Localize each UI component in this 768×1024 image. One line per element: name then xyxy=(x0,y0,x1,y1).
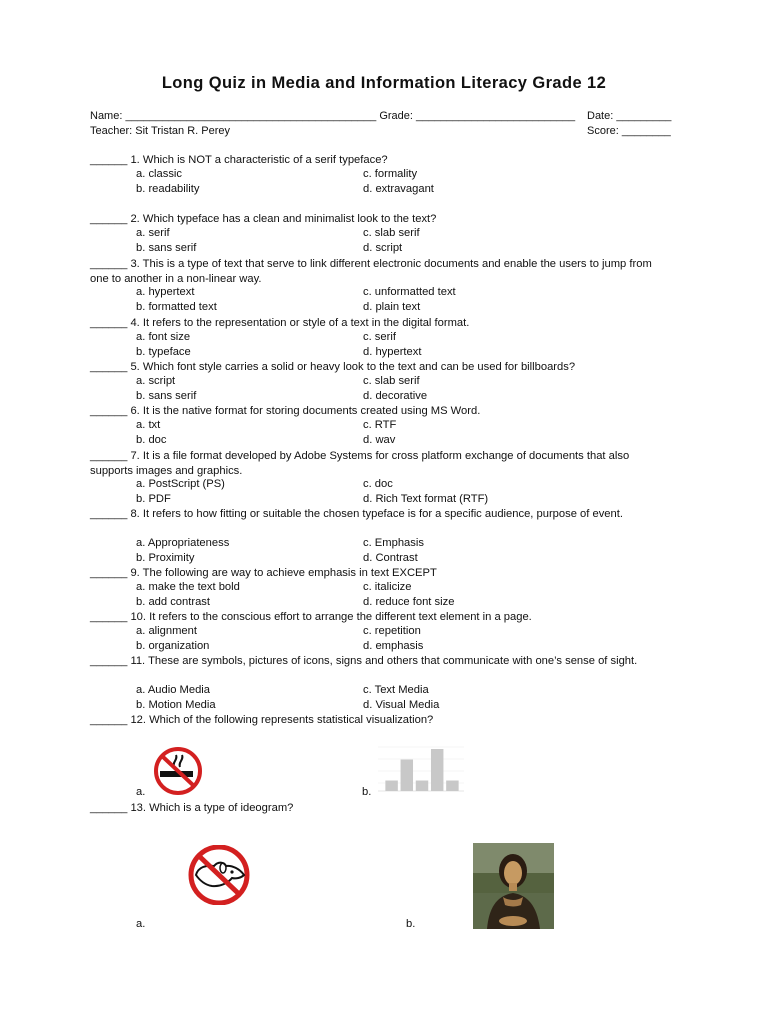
option-b: b. sans serif xyxy=(136,242,197,254)
option-c: c. italicize xyxy=(363,581,412,593)
option-b: b. xyxy=(406,918,416,930)
option-b: b. doc xyxy=(136,434,167,446)
option-c: c. doc xyxy=(363,478,393,490)
option-b: b. organization xyxy=(136,640,210,652)
question-stem: ______ 10. It refers to the conscious effort to arrange the different text element in a page. xyxy=(90,611,532,623)
option-b: b. readability xyxy=(136,183,200,195)
option-d: d. extravagant xyxy=(363,183,434,195)
option-c: c. formality xyxy=(363,168,418,180)
option-b: b. formatted text xyxy=(136,301,217,313)
question-stem: ______ 2. Which typeface has a clean and minimalist look to the text? xyxy=(90,213,437,225)
date-line: Date: _________ xyxy=(587,110,672,122)
option-c: c. unformatted text xyxy=(363,286,456,298)
option-a: a. serif xyxy=(136,227,170,239)
option-c: c. slab serif xyxy=(363,227,420,239)
option-a: a. alignment xyxy=(136,625,197,637)
option-a: a. PostScript (PS) xyxy=(136,478,225,490)
option-b: b. xyxy=(362,786,372,798)
chart-bar xyxy=(401,760,413,792)
option-c: c. RTF xyxy=(363,419,397,431)
option-b: b. Motion Media xyxy=(136,699,216,711)
option-a: a. Audio Media xyxy=(136,684,211,696)
question-stem: ______ 11. These are symbols, pictures of icons, signs and others that communicate with one’s sense of sight. xyxy=(90,655,638,667)
option-a: a. Appropriateness xyxy=(136,537,230,549)
option-d: d. script xyxy=(363,242,403,254)
score-line: Score: ________ xyxy=(587,125,671,137)
option-a: a. script xyxy=(136,375,176,387)
option-b: b. add contrast xyxy=(136,596,211,608)
question-stem: ______ 5. Which font style carries a solid or heavy look to the text and can be used for billboards? xyxy=(90,361,576,373)
page-title: Long Quiz in Media and Information Literacy Grade 12 xyxy=(161,74,607,92)
option-d: d. decorative xyxy=(363,390,428,402)
chart-bar xyxy=(416,781,428,792)
question-stem: ______ 8. It refers to how fitting or suitable the chosen typeface is for a specific audience, purpose of event. xyxy=(90,508,623,520)
option-b: b. typeface xyxy=(136,346,191,358)
option-a: a. hypertext xyxy=(136,286,195,298)
option-d: d. Contrast xyxy=(363,552,418,564)
bar-chart xyxy=(376,743,466,795)
option-c: c. serif xyxy=(363,331,396,343)
option-a: a. xyxy=(136,918,146,930)
portrait-painting-image xyxy=(473,843,554,929)
option-c: c. slab serif xyxy=(363,375,420,387)
option-d: d. hypertext xyxy=(363,346,422,358)
name-grade-line: Name: _________________________________________ Grade: __________________________ xyxy=(90,110,576,122)
option-d: d. wav xyxy=(363,434,396,446)
chart-bar xyxy=(385,781,397,792)
option-b: b. sans serif xyxy=(136,390,197,402)
chart-bar xyxy=(431,749,443,791)
option-c: c. repetition xyxy=(363,625,421,637)
option-a: a. font size xyxy=(136,331,191,343)
option-d: d. plain text xyxy=(363,301,421,313)
question-stem: ______ 7. It is a file format developed by Adobe Systems for cross platform exchange of documents that also supports images and graphics. xyxy=(90,450,630,477)
question-stem: ______ 12. Which of the following represents statistical visualization? xyxy=(90,714,434,726)
option-d: d. emphasis xyxy=(363,640,424,652)
option-a: a. make the text bold xyxy=(136,581,240,593)
option-b: b. Proximity xyxy=(136,552,195,564)
question-stem: ______ 6. It is the native format for storing documents created using MS Word. xyxy=(90,405,481,417)
option-b: b. PDF xyxy=(136,493,171,505)
option-c: c. Emphasis xyxy=(363,537,424,549)
option-d: d. reduce font size xyxy=(363,596,455,608)
option-c: c. Text Media xyxy=(363,684,429,696)
question-stem: ______ 1. Which is NOT a characteristic of a serif typeface? xyxy=(90,154,388,166)
option-d: d. Visual Media xyxy=(363,699,440,711)
chart-bar xyxy=(446,781,458,792)
no-dogs-sign-icon xyxy=(180,845,258,905)
no-smoking-sign-icon xyxy=(148,747,208,795)
teacher-line: Teacher: Sit Tristan R. Perey xyxy=(90,125,230,137)
question-stem: ______ 4. It refers to the representation or style of a text in the digital format. xyxy=(90,317,470,329)
option-d: d. Rich Text format (RTF) xyxy=(363,493,489,505)
option-a: a. classic xyxy=(136,168,183,180)
question-stem: ______ 13. Which is a type of ideogram? xyxy=(90,802,294,814)
option-a: a. txt xyxy=(136,419,161,431)
option-a: a. xyxy=(136,786,146,798)
question-stem: ______ 3. This is a type of text that serve to link different electronic documents and enable the users to jump from one to another in a non-linear way. xyxy=(90,258,652,285)
question-stem: ______ 9. The following are way to achieve emphasis in text EXCEPT xyxy=(90,567,437,579)
